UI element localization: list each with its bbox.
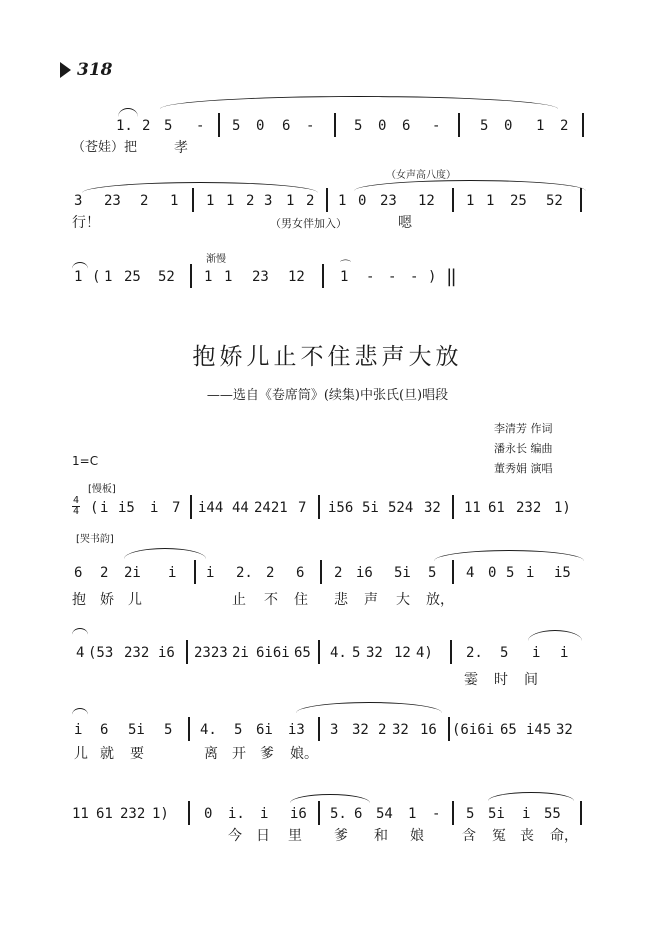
barline xyxy=(448,717,450,741)
lyric: 里 xyxy=(288,828,302,844)
tempo-marker: [哭书韵] xyxy=(76,534,114,545)
note: 5 xyxy=(232,118,241,134)
note: 0 xyxy=(204,806,213,822)
note: 0 xyxy=(256,118,265,134)
fermata-icon: ⌒ xyxy=(340,259,351,272)
lyric: 爹 xyxy=(334,828,348,844)
note: 5 xyxy=(466,806,475,822)
note: 23 xyxy=(252,269,269,285)
note: 2 xyxy=(246,193,255,209)
note: 0 xyxy=(358,193,367,209)
barline xyxy=(192,188,194,212)
tie-arc xyxy=(124,548,206,559)
note: i xyxy=(260,806,269,822)
lyric: 就 xyxy=(100,746,114,762)
barline xyxy=(452,188,454,212)
lyric: 嗯 xyxy=(398,215,412,231)
page-number-marker xyxy=(60,60,113,80)
note: 32 xyxy=(556,722,573,738)
note: 5. xyxy=(330,806,347,822)
note: 5i xyxy=(488,806,505,822)
note: 6 xyxy=(282,118,291,134)
note: 52 xyxy=(546,193,563,209)
barline xyxy=(320,560,322,584)
barline xyxy=(318,801,320,825)
barline xyxy=(582,113,584,137)
note: 1 xyxy=(226,193,235,209)
note: 7 xyxy=(298,500,307,516)
note: 1 xyxy=(206,193,215,209)
barline xyxy=(318,495,320,519)
note: 0 xyxy=(504,118,513,134)
note: 0 xyxy=(488,565,497,581)
note: 61 xyxy=(488,500,505,516)
note: 5 xyxy=(164,722,173,738)
tie-arc xyxy=(488,792,574,801)
note: i xyxy=(206,565,215,581)
tie-arc xyxy=(160,96,558,109)
final-barline: ‖ xyxy=(446,266,457,287)
lyric: 不 xyxy=(264,592,278,608)
note: i. xyxy=(228,806,245,822)
note: 2 xyxy=(378,722,387,738)
barline xyxy=(322,264,324,288)
barline xyxy=(188,717,190,741)
note: 12 xyxy=(418,193,435,209)
lyric: 行！ xyxy=(72,215,100,231)
lyric: 冤 xyxy=(492,828,506,844)
lyric: （苍娃）把 xyxy=(72,140,138,155)
dash: - xyxy=(196,118,205,134)
note: 1 xyxy=(170,193,179,209)
note: 3 xyxy=(74,193,83,209)
note: 232 xyxy=(516,500,542,516)
note: 23 xyxy=(380,193,397,209)
song-title: 抱娇儿止不住悲声大放 xyxy=(192,344,463,370)
lyric: （男女伴加入） xyxy=(270,217,347,230)
barline xyxy=(318,640,320,664)
note: 11 xyxy=(72,806,89,822)
note: 2. xyxy=(466,645,483,661)
note: 1 xyxy=(408,806,417,822)
note: i xyxy=(560,645,569,661)
note: 16 xyxy=(420,722,437,738)
note: 2 xyxy=(560,118,569,134)
dash: - xyxy=(388,269,397,285)
credit-arranger: 潘永长 编曲 xyxy=(494,442,553,455)
note: 5 xyxy=(428,565,437,581)
note: 6 xyxy=(402,118,411,134)
lyric: 住 xyxy=(294,592,308,608)
barline xyxy=(580,188,582,212)
slur xyxy=(72,708,88,715)
note: 23 xyxy=(104,193,121,209)
time-signature xyxy=(72,496,80,517)
note: i3 xyxy=(288,722,305,738)
lyric: 娘 xyxy=(410,828,424,844)
note: i xyxy=(532,645,541,661)
note: 5i xyxy=(362,500,379,516)
dash: - xyxy=(410,269,419,285)
note: i5 xyxy=(118,500,135,516)
note: 6 xyxy=(100,722,109,738)
note: 12 xyxy=(394,645,411,661)
note: 61 xyxy=(96,806,113,822)
lyric: 要 xyxy=(130,746,144,762)
tie-arc xyxy=(82,182,318,193)
note: 5 xyxy=(354,118,363,134)
lyric: 今 xyxy=(228,828,242,844)
note: i6 xyxy=(290,806,307,822)
note: 55 xyxy=(544,806,561,822)
note: 1 xyxy=(466,193,475,209)
note: 4. xyxy=(330,645,347,661)
tie-arc xyxy=(354,180,586,191)
note: (53 xyxy=(88,645,114,661)
credit-performer: 董秀娟 演唱 xyxy=(494,462,553,475)
lyric: 日 xyxy=(256,828,270,844)
note: 4) xyxy=(416,645,433,661)
slur xyxy=(72,628,88,635)
lyric: 丧 xyxy=(520,828,534,844)
time-sig-top: 4 xyxy=(72,495,80,506)
tie-arc xyxy=(296,702,442,713)
barline xyxy=(450,640,452,664)
barline xyxy=(190,264,192,288)
note: 2323 xyxy=(194,645,228,661)
note: 1) xyxy=(554,500,571,516)
triangle-marker-icon xyxy=(60,62,71,78)
barline xyxy=(334,113,336,137)
note: 4. xyxy=(200,722,217,738)
barline xyxy=(218,113,220,137)
note: 2i xyxy=(124,565,141,581)
note: 5 xyxy=(500,645,509,661)
note: 4 xyxy=(76,645,85,661)
note: 54 xyxy=(376,806,393,822)
note: 1 xyxy=(204,269,213,285)
note: 6 xyxy=(354,806,363,822)
note: 0 xyxy=(378,118,387,134)
barline xyxy=(452,560,454,584)
note: 2i xyxy=(232,645,249,661)
note: 12 xyxy=(288,269,305,285)
lyric: 娇 xyxy=(100,592,114,608)
dash: - xyxy=(366,269,375,285)
paren: ( xyxy=(92,269,101,285)
lyric: 儿 xyxy=(74,746,88,762)
dash: - xyxy=(306,118,315,134)
note: 1 xyxy=(286,193,295,209)
barline xyxy=(580,801,582,825)
note: 7 xyxy=(172,500,181,516)
note: 2 xyxy=(334,565,343,581)
credit-lyricist: 李清芳 作词 xyxy=(494,422,553,435)
note: 3 xyxy=(264,193,273,209)
note: 232 xyxy=(124,645,150,661)
note: 6 xyxy=(74,565,83,581)
lyric: 声 xyxy=(364,592,378,608)
note: 65 xyxy=(294,645,311,661)
lyric: 爹 xyxy=(260,746,274,762)
lyric: 和 xyxy=(374,828,388,844)
note: 1 xyxy=(486,193,495,209)
annotation: （女声高八度） xyxy=(386,170,456,181)
note: 5 xyxy=(480,118,489,134)
note: 6i6i xyxy=(256,645,290,661)
note: i xyxy=(74,722,83,738)
slur xyxy=(118,108,138,117)
note: 5 xyxy=(506,565,515,581)
note: 32 xyxy=(352,722,369,738)
lyric: 命， xyxy=(550,828,578,844)
note: 2 xyxy=(140,193,149,209)
lyric: 间 xyxy=(524,672,538,688)
note: i6 xyxy=(158,645,175,661)
note: 2. xyxy=(236,565,253,581)
lyric: 娘。 xyxy=(290,746,318,762)
note: 11 xyxy=(464,500,481,516)
barline xyxy=(190,495,192,519)
dash: - xyxy=(432,118,441,134)
key-signature: 1=C xyxy=(72,454,99,468)
annotation: 渐慢 xyxy=(206,254,226,265)
note: 2 xyxy=(266,565,275,581)
note: 2 xyxy=(100,565,109,581)
lyric: 霎 xyxy=(464,672,478,688)
lyric: 抱 xyxy=(72,592,86,608)
note: 1 xyxy=(536,118,545,134)
note: 65 xyxy=(500,722,517,738)
lyric: 大 xyxy=(396,592,410,608)
lyric: 时 xyxy=(494,672,508,688)
note: i xyxy=(150,500,159,516)
note: i xyxy=(168,565,177,581)
note: 4 xyxy=(466,565,475,581)
time-sig-bottom: 4 xyxy=(72,506,80,517)
note: 1. xyxy=(116,118,133,134)
tempo-marker: [慢板] xyxy=(88,484,116,495)
note: i56 xyxy=(328,500,354,516)
paren: ) xyxy=(428,269,437,285)
note: 2 xyxy=(142,118,151,134)
barline xyxy=(188,801,190,825)
barline xyxy=(194,560,196,584)
note: 5i xyxy=(128,722,145,738)
dash: - xyxy=(432,806,441,822)
note: 32 xyxy=(392,722,409,738)
note: 6i xyxy=(256,722,273,738)
note: (6i6i xyxy=(452,722,495,738)
note: 5 xyxy=(164,118,173,134)
note: 1 xyxy=(74,269,83,285)
lyric: 悲 xyxy=(334,592,348,608)
lyric: 儿 xyxy=(128,592,142,608)
barline xyxy=(186,640,188,664)
note: 1) xyxy=(152,806,169,822)
barline xyxy=(318,717,320,741)
note: i5 xyxy=(554,565,571,581)
note: 6 xyxy=(296,565,305,581)
note: 5 xyxy=(234,722,243,738)
note: 524 xyxy=(388,500,414,516)
barline xyxy=(452,495,454,519)
lyric: 孝 xyxy=(174,140,188,156)
note: 32 xyxy=(424,500,441,516)
note: i xyxy=(522,806,531,822)
note: 3 xyxy=(330,722,339,738)
note: 52 xyxy=(158,269,175,285)
barline xyxy=(452,801,454,825)
note: 2421 xyxy=(254,500,288,516)
note: 1 xyxy=(104,269,113,285)
slur xyxy=(528,630,582,641)
tie-arc xyxy=(434,550,584,561)
lyric: 止 xyxy=(232,592,246,608)
note: 1 xyxy=(340,269,349,285)
note: 232 xyxy=(120,806,146,822)
paren: ( xyxy=(90,500,99,516)
lyric: 放， xyxy=(426,592,454,608)
page-number: 318 xyxy=(77,60,113,80)
note: i xyxy=(526,565,535,581)
note: 25 xyxy=(510,193,527,209)
lyric: 开 xyxy=(232,746,246,762)
slur xyxy=(72,262,88,269)
note: i44 xyxy=(198,500,224,516)
note: 2 xyxy=(306,193,315,209)
note: 5 xyxy=(352,645,361,661)
note: 1 xyxy=(224,269,233,285)
tie-arc xyxy=(290,794,370,803)
note: 5i xyxy=(394,565,411,581)
note: i xyxy=(100,500,109,516)
lyric: 离 xyxy=(204,746,218,762)
barline xyxy=(458,113,460,137)
lyric: 含 xyxy=(462,828,476,844)
barline xyxy=(326,188,328,212)
song-subtitle: ——选自《卷席筒》(续集)中张氏(旦)唱段 xyxy=(206,388,449,403)
note: i6 xyxy=(356,565,373,581)
note: 1 xyxy=(338,193,347,209)
note: 32 xyxy=(366,645,383,661)
note: 25 xyxy=(124,269,141,285)
note: i45 xyxy=(526,722,552,738)
note: 44 xyxy=(232,500,249,516)
